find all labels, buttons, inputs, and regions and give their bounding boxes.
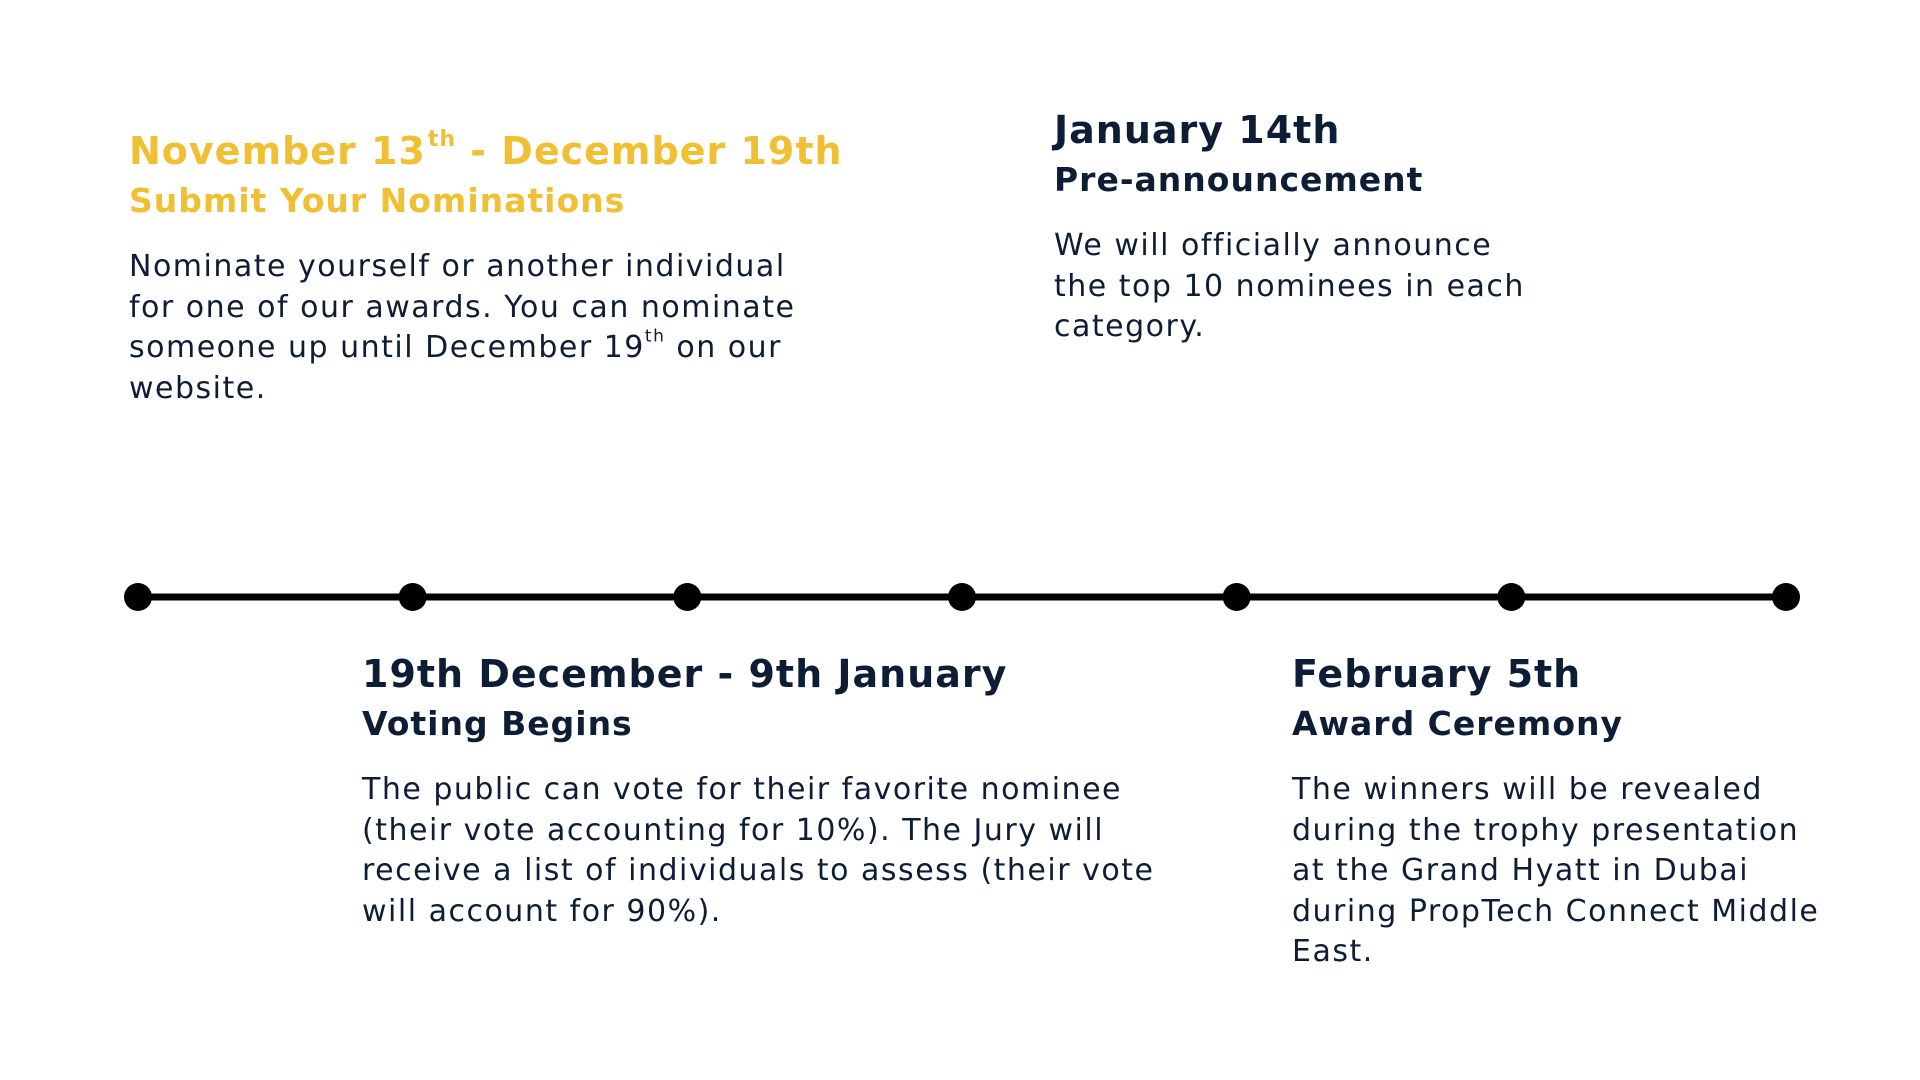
description-text: someone up until December 19 — [129, 330, 645, 365]
milestone-pre-announcement — [1054, 104, 1614, 348]
description-suffix: th — [644, 326, 666, 347]
description-line: the top 10 nominees in each — [1054, 268, 1525, 304]
description-line: The public can vote for their favorite nominee — [362, 772, 1122, 807]
milestone-description — [129, 247, 849, 409]
description-line: We will officially announce — [1054, 228, 1493, 263]
description-line: category. — [1054, 309, 1206, 344]
milestone-nominations — [129, 125, 849, 409]
description-line — [129, 328, 849, 369]
milestone-date: February 5th — [1292, 652, 1582, 696]
description-line: (their vote accounting for 10%). The Jury will — [362, 812, 1105, 848]
date-start-suffix: th — [427, 127, 457, 153]
description-line: for one of our awards. You can nominate — [129, 289, 796, 325]
milestone-voting — [362, 648, 1262, 932]
description-line: Nominate yourself or another individual — [129, 249, 786, 284]
description-line: The winners will be revealed — [1292, 772, 1763, 807]
milestone-description — [1292, 770, 1892, 973]
description-line: during PropTech Connect Middle — [1292, 893, 1820, 929]
date-start: November 13 — [129, 129, 426, 173]
description-line: at the Grand Hyatt in Dubai — [1292, 853, 1750, 888]
description-text: on our — [665, 330, 783, 365]
timeline-node — [399, 583, 427, 611]
description-line: East. — [1292, 934, 1374, 969]
milestone-date: 19th December - 9th January — [362, 652, 1008, 696]
description-line: receive a list of individuals to assess (their vote — [362, 853, 1155, 888]
milestone-title: Pre-announcement — [1054, 160, 1424, 199]
description-line: during the trophy presentation — [1292, 812, 1800, 848]
milestone-description — [1054, 226, 1614, 348]
date-end: - December 19th — [456, 129, 843, 173]
timeline-nodes — [124, 583, 1800, 611]
milestone-award-ceremony — [1292, 648, 1892, 973]
timeline-node — [1772, 583, 1800, 611]
milestone-date — [129, 125, 849, 177]
description-line: website. — [129, 370, 267, 406]
timeline-node — [1223, 583, 1251, 611]
milestone-title: Award Ceremony — [1292, 704, 1623, 743]
milestone-date: January 14th — [1054, 108, 1341, 152]
milestone-title: Voting Begins — [362, 704, 633, 743]
description-line: will account for 90%). — [362, 893, 722, 929]
timeline-node — [1497, 583, 1525, 611]
timeline-node — [673, 583, 701, 611]
timeline-node — [124, 583, 152, 611]
milestone-title: Submit Your Nominations — [129, 181, 626, 220]
milestone-description — [362, 770, 1262, 932]
timeline-node — [948, 583, 976, 611]
